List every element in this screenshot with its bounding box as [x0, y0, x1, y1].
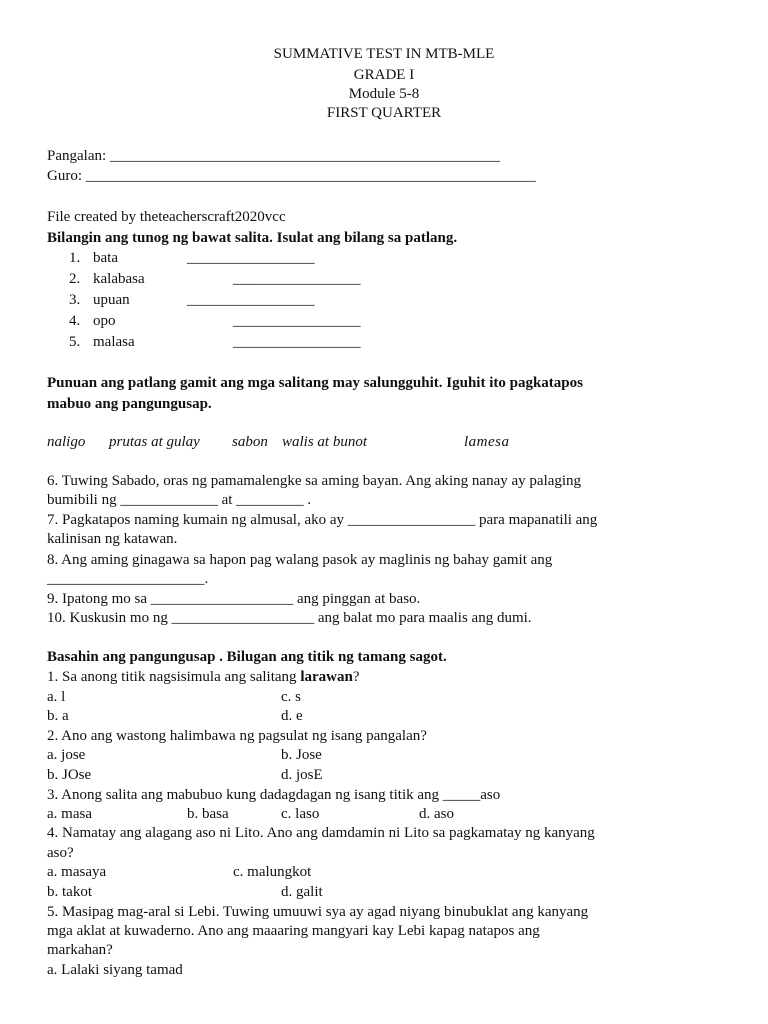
choice[interactable]: d. aso	[419, 806, 454, 822]
question-2: 2. Ano ang wastong halimbawa ng pagsulat ng isang pangalan?	[47, 728, 427, 744]
file-credit: File created by theteacherscraft2020vcc	[47, 209, 286, 225]
sentence-line: _____________________.	[47, 571, 209, 587]
word-bank-item: walis at bunot	[282, 434, 368, 450]
question-4: 4. Namatay ang alagang aso ni Lito. Ano ang damdamin ni Lito sa pagkamatay ng kanyang	[47, 825, 595, 841]
sentence-line: 10. Kuskusin mo ng ___________________ ang balat mo para maalis ang dumi.	[47, 610, 532, 626]
test-title: SUMMATIVE TEST IN MTB-MLE	[273, 46, 495, 62]
sentence-line: kalinisan ng katawan.	[47, 531, 178, 547]
teacher-field[interactable]: Guro: ____________________________________________________________	[47, 168, 536, 184]
answer-blank[interactable]: _________________	[233, 334, 361, 350]
word-bank-item: naligo	[47, 434, 86, 450]
choice[interactable]: c. laso	[281, 806, 320, 822]
list-item-word: malasa	[93, 334, 135, 350]
question-5-cont: markahan?	[47, 942, 113, 958]
question-3: 3. Anong salita ang mabubuo kung dadagdagan ng isang titik ang _____aso	[47, 787, 501, 803]
part3-instruction: Basahin ang pangungusap . Bilugan ang titik ng tamang sagot.	[47, 649, 447, 665]
list-item-word: kalabasa	[93, 271, 145, 287]
sentence-line: 6. Tuwing Sabado, oras ng pamamalengke sa aming bayan. Ang aking nanay ay palaging	[47, 473, 582, 489]
part2-instruction-line2: mabuo ang pangungusap.	[47, 396, 212, 412]
sentence-line: bumibili ng _____________ at _________ .	[47, 492, 312, 508]
choice[interactable]: d. josE	[281, 767, 323, 783]
question-1: 1. Sa anong titik nagsisimula ang salitang larawan?	[47, 669, 360, 685]
word-bank-item: prutas at gulay	[109, 434, 200, 450]
answer-blank[interactable]: _________________	[187, 250, 315, 266]
word-bank-item: sabon	[232, 434, 268, 450]
answer-blank[interactable]: _________________	[233, 271, 361, 287]
list-item-number: 5.	[69, 334, 81, 350]
choice[interactable]: b. Jose	[281, 747, 322, 763]
choice[interactable]: d. e	[281, 708, 303, 724]
choice[interactable]: c. s	[281, 689, 301, 705]
list-item-number: 3.	[69, 292, 81, 308]
sentence-line: 8. Ang aming ginagawa sa hapon pag walang pasok ay maglinis ng bahay gamit ang	[47, 552, 553, 568]
choice[interactable]: c. malungkot	[233, 864, 312, 880]
choice[interactable]: b. a	[47, 708, 69, 724]
choice[interactable]: b. takot	[47, 884, 92, 900]
choice[interactable]: a. l	[47, 689, 66, 705]
choice[interactable]: a. masa	[47, 806, 92, 822]
choice[interactable]: a. jose	[47, 747, 86, 763]
question-5-cont: mga aklat at kuwaderno. Ano ang maaaring mangyari kay Lebi kapag natapos ang	[47, 923, 540, 939]
choice[interactable]: b. JOse	[47, 767, 92, 783]
list-item-word: opo	[93, 313, 116, 329]
grade-level: GRADE I	[353, 67, 415, 83]
module-range: Module 5-8	[348, 86, 420, 102]
question-4-cont: aso?	[47, 845, 74, 861]
answer-blank[interactable]: _________________	[187, 292, 315, 308]
quarter: FIRST QUARTER	[326, 105, 442, 121]
list-item-word: upuan	[93, 292, 130, 308]
sentence-line: 9. Ipatong mo sa ___________________ ang pinggan at baso.	[47, 591, 421, 607]
name-field[interactable]: Pangalan: ____________________________________________________	[47, 148, 500, 164]
part1-instruction: Bilangin ang tunog ng bawat salita. Isulat ang bilang sa patlang.	[47, 230, 458, 246]
choice[interactable]: d. galit	[281, 884, 323, 900]
choice[interactable]: a. masaya	[47, 864, 107, 880]
list-item-word: bata	[93, 250, 118, 266]
list-item-number: 4.	[69, 313, 81, 329]
list-item-number: 2.	[69, 271, 81, 287]
list-item-number: 1.	[69, 250, 81, 266]
question-5: 5. Masipag mag-aral si Lebi. Tuwing umuuwi sya ay agad niyang binubuklat ang kanyang	[47, 904, 589, 920]
word-bank-item: lamesa	[464, 434, 510, 450]
choice[interactable]: a. Lalaki siyang tamad	[47, 962, 183, 978]
part2-instruction-line1: Punuan ang patlang gamit ang mga salitang may salungguhit. Iguhit ito pagkatapos	[47, 375, 583, 391]
sentence-line: 7. Pagkatapos naming kumain ng almusal, ako ay _________________ para mapanatili ang	[47, 512, 598, 528]
answer-blank[interactable]: _________________	[233, 313, 361, 329]
choice[interactable]: b. basa	[187, 806, 229, 822]
